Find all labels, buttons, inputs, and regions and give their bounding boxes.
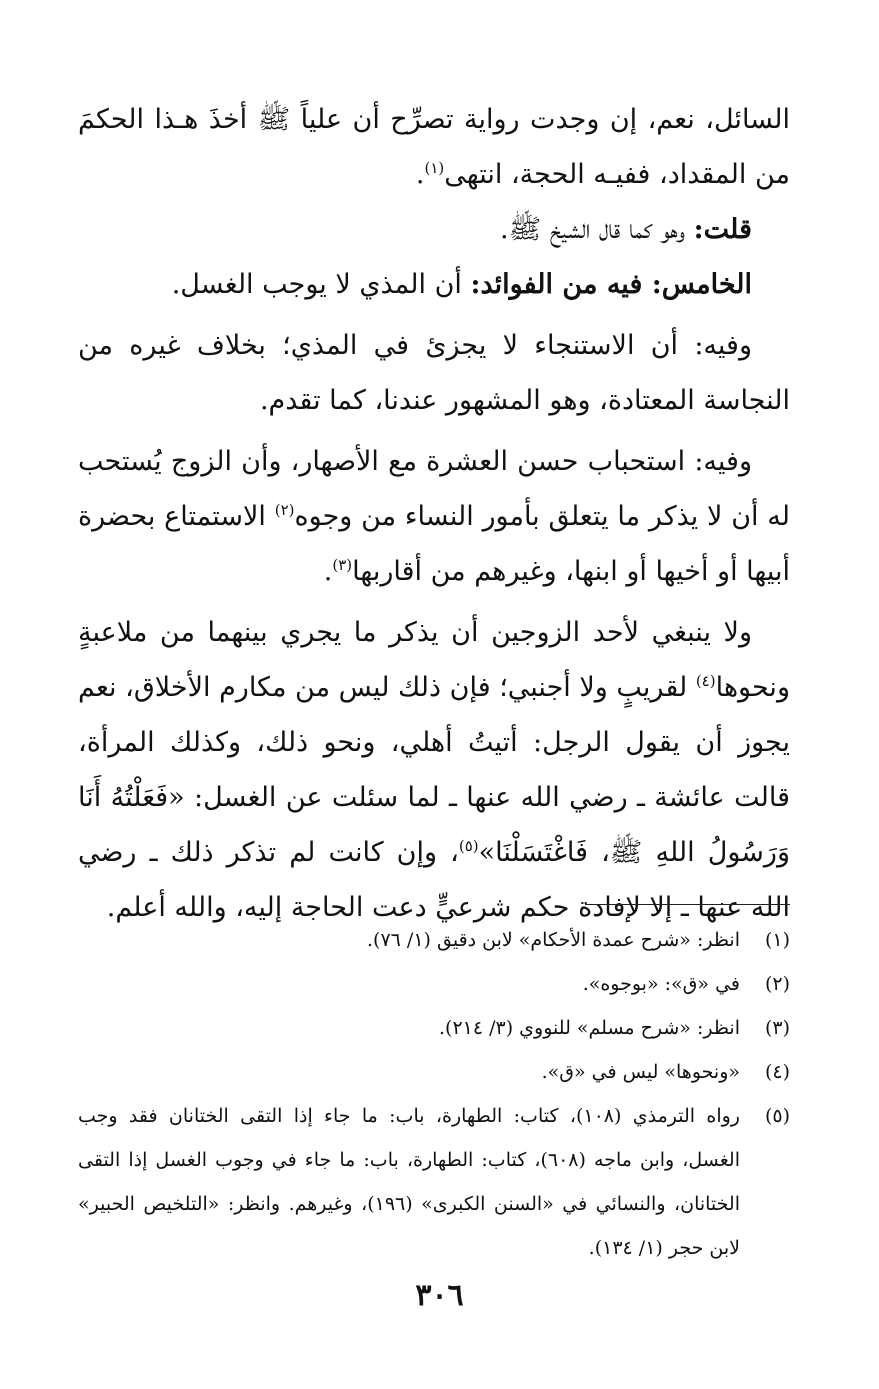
footnote-5 — [78, 1094, 790, 1270]
paragraph-6: ولا ينبغي لأحد الزوجين أن يذكر ما يجري بينهما من ملاعبةٍ ونحوها$^{(٤)}$ لقريبٍ ولا أجنبي؛ فإن ذلك ليس من مكارم الأخلاق، نعم يجوز أن يقول الرجل: أتيتُ أهلي، ونحو ذلك، وكذلك المرأة، قالت عائشة ـ رضي الله عنها ـ لما سئلت عن الغسل: «فَعَلْتُهُ أَنَا وَرَسُولُ اللهِ ﷺ، فَاغْتَسَلْنَا»$^{(٥)}$، وإن كانت لم تذكر ذلك ـ رضي الله عنها ـ إلا لإفادة حكم شرعيٍّ دعت الحاجة إليه، والله أعلم. — [78, 617, 790, 923]
footnote-text: انظر: «شرح مسلم» للنووي (٣/ ٢١٤). — [438, 1017, 740, 1039]
footnote-text: رواه الترمذي (١٠٨)، كتاب: الطهارة، باب: ما جاء إذا التقى الختانان فقد وجب الغسل، وابن ماجه (٦٠٨)، كتاب: الطهارة، باب: ما جاء في وجوب الغسل إذا التقى الختانان، والنسائي في «السنن الكبرى» (١٩٦)، وغيرهم. وانظر: «التلخيص الحبير» لابن حجر (١/ ١٣٤). — [78, 1105, 740, 1259]
paragraph-2-label: قلت: — [693, 214, 752, 245]
footnote-number: (٣) — [764, 1017, 790, 1039]
footnote-2 — [78, 962, 790, 1006]
footnote-text: «ونحوها» ليس في «ق». — [541, 1061, 740, 1083]
footnotes — [78, 918, 790, 1270]
footnote-text: انظر: «شرح عمدة الأحكام» لابن دقيق (١/ ٧٦). — [366, 929, 740, 951]
footnote-ref-1: (١) — [424, 159, 445, 177]
footnote-ref-2: (٢) — [274, 501, 295, 519]
paragraph-2: قلت: وهو كما قال الشيخ ﷺ. — [500, 214, 752, 245]
page-body — [78, 92, 790, 1259]
paragraph-1: السائل، نعم، إن وجدت رواية تصرِّح أن علياً ﷺ أخذَ هـذا الحكمَ من المقداد، ففيـه الحجة، انتهى$^{(١)}$. — [78, 104, 790, 190]
footnote-divider — [585, 904, 790, 905]
footnote-number: (٥) — [764, 1105, 790, 1127]
paragraph-4: وفيه: أن الاستنجاء لا يجزئ في المذي؛ بخلاف غيره من النجاسة المعتادة، وهو المشهور عندنا، كما تقدم. — [78, 330, 790, 416]
paragraph-3-label: الخامس: فيه من الفوائد: — [470, 269, 752, 300]
page-number: ٣٠٦ — [415, 1278, 464, 1313]
footnote-text: في «ق»: «بوجوه». — [582, 973, 740, 995]
footnote-number: (٤) — [764, 1061, 790, 1083]
footnote-number: (١) — [764, 929, 790, 951]
footnote-3 — [78, 1006, 790, 1050]
footnote-ref-3: (٣) — [332, 556, 353, 574]
footnote-4 — [78, 1050, 790, 1094]
footnote-number: (٢) — [764, 973, 790, 995]
footnote-1 — [78, 918, 790, 962]
paragraph-3: الخامس: فيه من الفوائد: أن المذي لا يوجب الغسل. — [171, 269, 752, 300]
footnote-ref-4: (٤) — [695, 672, 716, 690]
footnote-ref-5: (٥) — [458, 837, 479, 855]
main-text — [78, 92, 790, 935]
paragraph-5: وفيه: استحباب حسن العشرة مع الأصهار، وأن الزوج يُستحب له أن لا يذكر ما يتعلق بأمور النساء من وجوه$^{(٢)}$ الاستمتاع بحضرة أبيها أو أخيها أو ابنها، وغيرهم من أقاربها$^{(٣)}$. — [78, 446, 790, 587]
